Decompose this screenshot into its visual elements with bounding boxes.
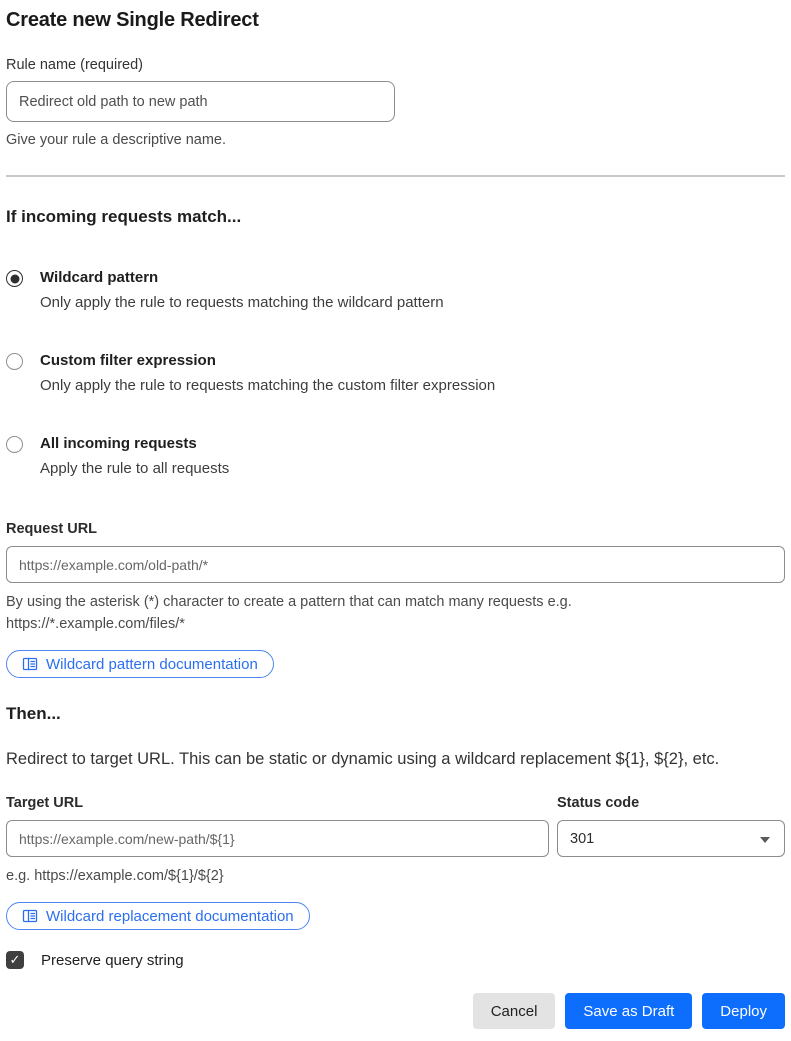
radio-option-custom-filter-expression[interactable] bbox=[6, 352, 785, 395]
doc-button-label: Wildcard replacement documentation bbox=[46, 907, 294, 925]
status-code-value: 301 bbox=[570, 830, 595, 847]
chevron-down-icon bbox=[760, 837, 770, 843]
radio-option-label: Custom filter expression bbox=[40, 352, 216, 369]
footer-actions bbox=[6, 993, 785, 1029]
status-code-label: Status code bbox=[557, 795, 640, 811]
request-url-label: Request URL bbox=[6, 521, 98, 537]
request-url-help bbox=[6, 591, 785, 635]
book-icon bbox=[22, 656, 38, 672]
then-section-heading: Then... bbox=[6, 704, 61, 723]
radio-option-all-incoming-requests[interactable] bbox=[6, 435, 785, 478]
doc-button-label: Wildcard pattern documentation bbox=[46, 655, 258, 673]
target-url-help: e.g. https://example.com/${1}/${2} bbox=[6, 868, 224, 884]
radio-option-description: Only apply the rule to requests matching the custom filter expression bbox=[40, 377, 496, 394]
deploy-button[interactable]: Deploy bbox=[702, 993, 785, 1029]
section-divider bbox=[6, 175, 785, 177]
page-title: Create new Single Redirect bbox=[6, 9, 259, 31]
radio-option-label: All incoming requests bbox=[40, 435, 197, 452]
preserve-query-row[interactable] bbox=[6, 951, 785, 969]
wildcard-replacement-doc-button[interactable] bbox=[6, 902, 310, 930]
radio-button[interactable] bbox=[6, 270, 23, 287]
cancel-button[interactable]: Cancel bbox=[473, 993, 556, 1029]
match-section-heading: If incoming requests match... bbox=[6, 207, 242, 226]
match-type-radio-group bbox=[6, 269, 785, 478]
target-url-label: Target URL bbox=[6, 795, 84, 811]
book-icon bbox=[22, 908, 38, 924]
rule-name-help: Give your rule a descriptive name. bbox=[6, 132, 227, 148]
preserve-query-label: Preserve query string bbox=[41, 951, 184, 969]
request-url-help-line2: https://*.example.com/files/* bbox=[6, 616, 185, 632]
rule-name-input[interactable] bbox=[6, 81, 395, 122]
request-url-help-line1: By using the asterisk (*) character to create a pattern that can match many requests e.g. bbox=[6, 594, 572, 610]
target-url-input[interactable] bbox=[6, 820, 549, 857]
radio-button[interactable] bbox=[6, 436, 23, 453]
preserve-query-checkbox[interactable] bbox=[6, 951, 24, 969]
status-code-select[interactable] bbox=[557, 820, 785, 857]
radio-button[interactable] bbox=[6, 353, 23, 370]
check-icon: ✓ bbox=[9, 952, 21, 967]
radio-option-description: Apply the rule to all requests bbox=[40, 460, 230, 477]
then-description: Redirect to target URL. This can be static or dynamic using a wildcard replacement ${1}, ${2}, etc. bbox=[6, 750, 720, 768]
save-as-draft-button[interactable]: Save as Draft bbox=[565, 993, 692, 1029]
request-url-input[interactable] bbox=[6, 546, 785, 583]
radio-option-wildcard-pattern[interactable] bbox=[6, 269, 785, 312]
rule-name-label: Rule name (required) bbox=[6, 57, 144, 73]
wildcard-pattern-doc-button[interactable] bbox=[6, 650, 274, 678]
radio-option-description: Only apply the rule to requests matching the wildcard pattern bbox=[40, 294, 444, 311]
radio-option-label: Wildcard pattern bbox=[40, 269, 159, 286]
